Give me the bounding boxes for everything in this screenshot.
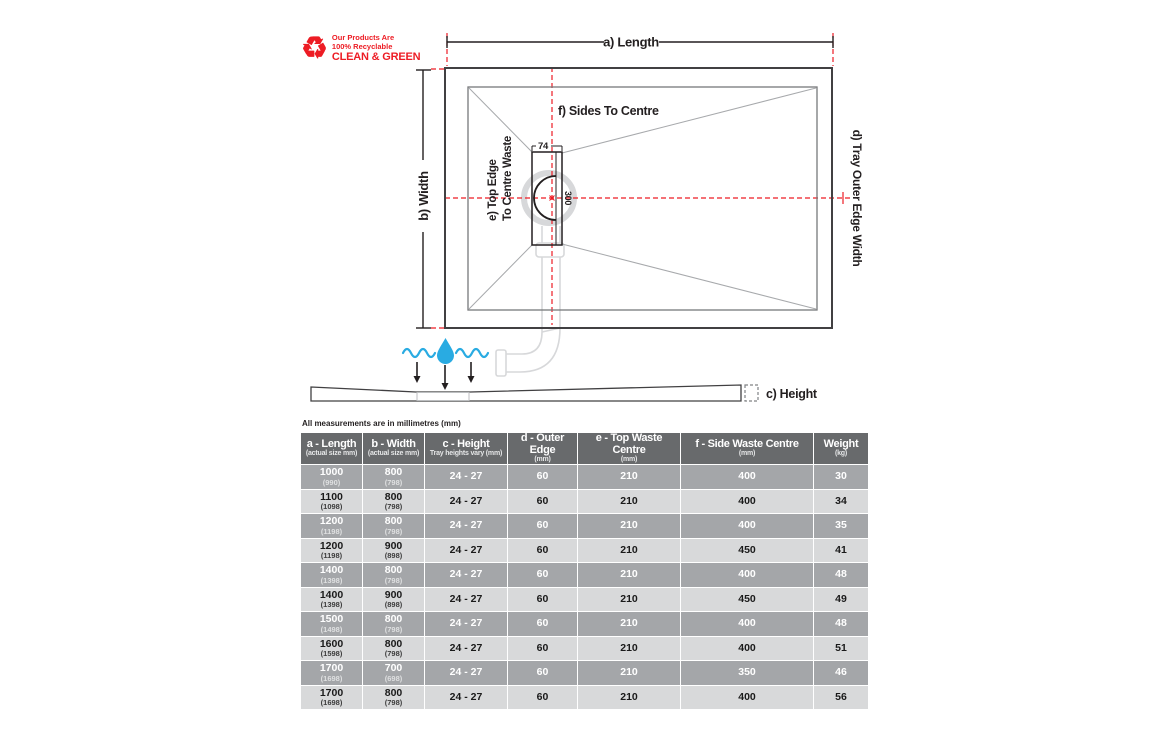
cell-width: 800 (798): [363, 636, 425, 661]
cell-top-waste-centre: 210: [578, 538, 681, 563]
water-drop-icon: [437, 338, 454, 364]
cell-weight: 56: [814, 685, 869, 710]
cell-outer-edge: 60: [508, 538, 578, 563]
cell-width: 900 (898): [363, 587, 425, 612]
cell-height: 24 - 27: [425, 661, 508, 686]
table-row: [301, 514, 869, 539]
col-header: Weight (kg): [814, 433, 869, 465]
col-header: b - Width (actual size mm): [363, 433, 425, 465]
cell-outer-edge: 60: [508, 563, 578, 588]
profile-drain-detail: [417, 393, 469, 401]
cell-top-waste-centre: 210: [578, 563, 681, 588]
cell-top-waste-centre: 210: [578, 465, 681, 490]
cell-side-waste-centre: 400: [681, 489, 814, 514]
cell-weight: 35: [814, 514, 869, 539]
cell-weight: 34: [814, 489, 869, 514]
table-row: [301, 636, 869, 661]
flow-arrows-icon: [414, 362, 475, 390]
cell-width: 800 (798): [363, 685, 425, 710]
cell-height: 24 - 27: [425, 636, 508, 661]
label-outer-edge-width: d) Tray Outer Edge Width: [850, 129, 864, 267]
cell-outer-edge: 60: [508, 465, 578, 490]
cell-weight: 48: [814, 563, 869, 588]
cell-height: 24 - 27: [425, 612, 508, 637]
cell-weight: 30: [814, 465, 869, 490]
cell-height: 24 - 27: [425, 587, 508, 612]
cell-outer-edge: 60: [508, 514, 578, 539]
cell-width: 800 (798): [363, 489, 425, 514]
dim-300-label: 300: [563, 190, 573, 206]
cell-side-waste-centre: 400: [681, 514, 814, 539]
cell-width: 800 (798): [363, 465, 425, 490]
cell-height: 24 - 27: [425, 514, 508, 539]
cell-weight: 48: [814, 612, 869, 637]
cell-outer-edge: 60: [508, 612, 578, 637]
col-header: e - Top Waste Centre (mm): [578, 433, 681, 465]
cell-width: 900 (898): [363, 538, 425, 563]
cell-weight: 41: [814, 538, 869, 563]
cell-width: 800 (798): [363, 612, 425, 637]
logo-line2: 100% Recyclable: [331, 41, 393, 51]
cell-side-waste-centre: 350: [681, 661, 814, 686]
label-sides-to-centre: f) Sides To Centre: [558, 104, 659, 118]
cell-length: 1500 (1498): [301, 612, 363, 637]
spec-table: [300, 432, 869, 710]
cell-weight: 46: [814, 661, 869, 686]
dimension-lines: [416, 36, 833, 328]
cell-length: 1200 (1198): [301, 514, 363, 539]
cell-length: 1200 (1198): [301, 538, 363, 563]
cell-side-waste-centre: 400: [681, 636, 814, 661]
cell-weight: 51: [814, 636, 869, 661]
cell-length: 1000 (990): [301, 465, 363, 490]
cell-top-waste-centre: 210: [578, 514, 681, 539]
cell-length: 1400 (1398): [301, 587, 363, 612]
label-width: b) Width: [416, 171, 431, 221]
table-row: [301, 489, 869, 514]
cell-length: 1700 (1698): [301, 685, 363, 710]
table-row: [301, 587, 869, 612]
cell-top-waste-centre: 210: [578, 636, 681, 661]
measurements-note: All measurements are in millimetres (mm): [302, 419, 461, 428]
cell-side-waste-centre: 400: [681, 612, 814, 637]
cell-top-waste-centre: 210: [578, 489, 681, 514]
cell-height: 24 - 27: [425, 465, 508, 490]
cell-length: 1600 (1598): [301, 636, 363, 661]
table-row: [301, 612, 869, 637]
table-row: [301, 661, 869, 686]
table-row: [301, 685, 869, 710]
cell-outer-edge: 60: [508, 685, 578, 710]
cell-side-waste-centre: 400: [681, 465, 814, 490]
cell-side-waste-centre: 450: [681, 538, 814, 563]
logo-line1: Our Products Are: [331, 33, 395, 43]
cell-width: 800 (798): [363, 563, 425, 588]
label-top-edge-line1: e) Top Edge: [487, 159, 499, 221]
cell-outer-edge: 60: [508, 636, 578, 661]
height-bracket: [745, 385, 758, 401]
cell-length: 1400 (1398): [301, 563, 363, 588]
spec-table-header-row: [301, 433, 869, 465]
cell-height: 24 - 27: [425, 489, 508, 514]
label-height: c) Height: [766, 387, 817, 401]
cell-side-waste-centre: 400: [681, 685, 814, 710]
cell-weight: 49: [814, 587, 869, 612]
cell-top-waste-centre: 210: [578, 612, 681, 637]
table-row: [301, 538, 869, 563]
logo-line3: CLEAN & GREEN: [331, 51, 421, 64]
label-length: a) Length: [603, 34, 659, 50]
cell-outer-edge: 60: [508, 489, 578, 514]
cell-outer-edge: 60: [508, 587, 578, 612]
col-header: f - Side Waste Centre (mm): [681, 433, 814, 465]
recycle-icon: ♻: [301, 32, 328, 65]
cell-width: 700 (698): [363, 661, 425, 686]
cell-side-waste-centre: 400: [681, 563, 814, 588]
col-header: c - Height Tray heights vary (mm): [425, 433, 508, 465]
tray-profile: [311, 385, 741, 401]
col-header: a - Length (actual size mm): [301, 433, 363, 465]
label-top-edge-line2: To Centre Waste: [502, 136, 514, 221]
spec-table-body: [301, 465, 869, 710]
cell-side-waste-centre: 450: [681, 587, 814, 612]
cell-length: 1100 (1098): [301, 489, 363, 514]
table-row: [301, 563, 869, 588]
cell-height: 24 - 27: [425, 538, 508, 563]
cell-top-waste-centre: 210: [578, 587, 681, 612]
cell-width: 800 (798): [363, 514, 425, 539]
col-header: d - Outer Edge (mm): [508, 433, 578, 465]
table-row: [301, 465, 869, 490]
cell-outer-edge: 60: [508, 661, 578, 686]
cell-height: 24 - 27: [425, 685, 508, 710]
spec-table-container: [300, 432, 869, 710]
cell-top-waste-centre: 210: [578, 661, 681, 686]
dim-74-label: 74: [538, 141, 548, 152]
cell-top-waste-centre: 210: [578, 685, 681, 710]
cell-length: 1700 (1698): [301, 661, 363, 686]
cell-height: 24 - 27: [425, 563, 508, 588]
waste-pipe: [496, 226, 564, 376]
